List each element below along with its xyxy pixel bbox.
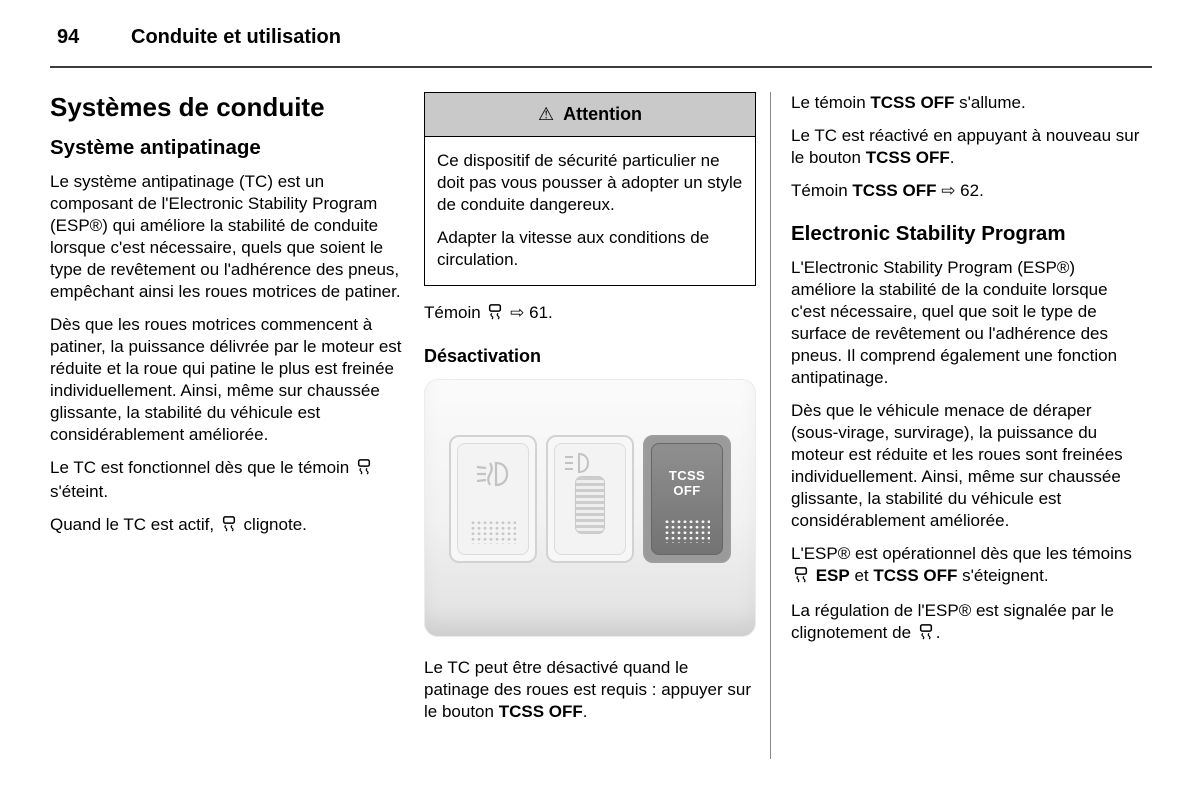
text-run-bold: TCSS OFF bbox=[498, 702, 583, 721]
button-row bbox=[424, 379, 756, 563]
text-run-bold: TCSS OFF bbox=[865, 148, 950, 167]
page-columns bbox=[50, 92, 1143, 759]
column-right bbox=[791, 92, 1143, 759]
text-run: Témoin bbox=[791, 181, 853, 200]
column-divider bbox=[770, 92, 771, 759]
paragraph bbox=[791, 180, 1143, 202]
text-run: et bbox=[849, 566, 874, 585]
subsection-heading: Système antipatinage bbox=[50, 136, 261, 159]
fog-light-icon bbox=[474, 458, 512, 492]
page-reference: ⇨ 62. bbox=[936, 181, 984, 200]
text-run: Quand le TC est actif, bbox=[50, 515, 219, 534]
page-header bbox=[57, 26, 341, 49]
fog-light-button bbox=[449, 435, 537, 563]
section-heading: Systèmes de conduite bbox=[50, 92, 325, 122]
headlight-leveling-button bbox=[546, 435, 634, 563]
headlight-leveling-face bbox=[554, 443, 626, 555]
traction-control-icon bbox=[917, 624, 935, 646]
tcss-off-button-label bbox=[669, 468, 705, 498]
paragraph bbox=[424, 302, 756, 326]
paragraph: L'Electronic Stability Program (ESP®) améliore la stabilité de la conduite lorsque c'est nécessaire, quel que soit le type de surface de revêtement ou l'adhérence des pneus. Il comprend également une fonction antipatinage. bbox=[791, 258, 1118, 387]
text-run: . bbox=[949, 148, 955, 167]
paragraph bbox=[791, 600, 1143, 646]
text-run: L'ESP® est opérationnel dès que les témoins bbox=[791, 544, 1132, 563]
tcss-label-line1: TCSS bbox=[668, 468, 706, 483]
page-number: 94 bbox=[57, 26, 80, 48]
paragraph: Dès que le véhicule menace de déraper (sous-virage, survirage), la puissance du moteur est réduite et les roues sont freinées individuellement. Ainsi, même sur chaussée glissante, la stabilité du véhicule est considérablement améliorée. bbox=[791, 401, 1123, 530]
tcss-off-button-face bbox=[651, 443, 723, 555]
switch-panel-illustration bbox=[424, 379, 756, 637]
attention-body bbox=[425, 137, 755, 285]
attention-box bbox=[424, 92, 756, 286]
traction-control-icon bbox=[220, 516, 238, 538]
subsection-heading: Désactivation bbox=[424, 346, 542, 366]
leveling-thumbwheel bbox=[575, 476, 605, 534]
tcss-off-button bbox=[643, 435, 731, 563]
text-run: . bbox=[582, 702, 588, 721]
button-dot-texture bbox=[470, 520, 516, 544]
traction-control-icon bbox=[355, 459, 373, 481]
text-run-bold: TCSS OFF bbox=[852, 181, 937, 200]
paragraph bbox=[50, 514, 402, 538]
text-run: Le TC est fonctionnel dès que le témoin bbox=[50, 458, 354, 477]
paragraph: Le système antipatinage (TC) est un composant de l'Electronic Stability Program (ESP®) qui améliore la stabilité de conduite lorsque c'est nécessaire, quels que soient le type de revêtement ou l'adhérence des pneus, empêchant ainsi les roues motrices de patiner. bbox=[50, 172, 401, 301]
header-rule bbox=[50, 66, 1152, 68]
column-left bbox=[50, 92, 402, 759]
text-run: Le TC est réactivé en appuyant à nouveau sur le bouton bbox=[791, 126, 1140, 167]
paragraph: Adapter la vitesse aux conditions de circulation. bbox=[437, 228, 710, 269]
text-run: La régulation de l'ESP® est signalée par le clignotement de bbox=[791, 601, 1114, 642]
text-run: Le TC peut être désactivé quand le patinage des roues est requis : appuyer sur le bouton bbox=[424, 658, 751, 721]
text-run-bold: TCSS OFF bbox=[870, 93, 955, 112]
column-center bbox=[424, 92, 756, 759]
headlight-icon bbox=[563, 452, 593, 474]
text-run: s'éteint. bbox=[50, 482, 109, 501]
text-run-bold: TCSS OFF bbox=[873, 566, 958, 585]
paragraph bbox=[424, 657, 756, 723]
paragraph bbox=[791, 543, 1143, 589]
paragraph bbox=[791, 92, 1143, 114]
text-run: clignote. bbox=[238, 515, 307, 534]
subsection-heading: Electronic Stability Program bbox=[791, 222, 1066, 245]
button-dot-texture bbox=[664, 519, 710, 543]
attention-header bbox=[425, 93, 755, 137]
traction-control-icon bbox=[486, 304, 504, 326]
tcss-label-line2: OFF bbox=[673, 483, 701, 498]
text-run: Témoin bbox=[424, 303, 486, 322]
paragraph bbox=[50, 457, 402, 503]
text-run-bold: ESP bbox=[811, 566, 850, 585]
traction-control-icon bbox=[792, 567, 810, 589]
paragraph: Ce dispositif de sécurité particulier ne doit pas vous pousser à adopter un style de conduite dangereux. bbox=[437, 151, 743, 214]
page-reference: ⇨ 61. bbox=[505, 303, 553, 322]
text-run: s'éteignent. bbox=[957, 566, 1049, 585]
fog-light-button-face bbox=[457, 443, 529, 555]
attention-title: Attention bbox=[563, 104, 643, 124]
chapter-title: Conduite et utilisation bbox=[131, 26, 341, 48]
text-run: . bbox=[935, 623, 941, 642]
text-run: Le témoin bbox=[791, 93, 871, 112]
paragraph bbox=[791, 125, 1143, 169]
text-run: s'allume. bbox=[954, 93, 1026, 112]
paragraph: Dès que les roues motrices commencent à patiner, la puissance délivrée par le moteur est réduite et la roue qui patine le plus est freinée individuellement. Ainsi, même sur chaussée glissante, la stabilité du véhicule est considérablement améliorée. bbox=[50, 315, 402, 444]
warning-icon: ⚠ bbox=[537, 104, 555, 124]
